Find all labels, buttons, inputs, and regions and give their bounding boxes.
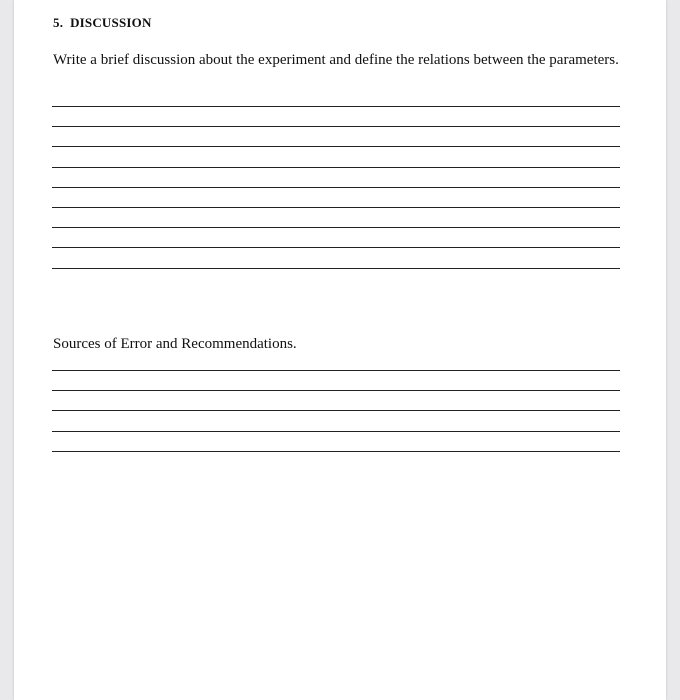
- section-number: 5.: [53, 15, 64, 30]
- answer-line[interactable]: [52, 390, 620, 391]
- answer-line[interactable]: [52, 451, 620, 452]
- answer-line[interactable]: [52, 126, 620, 127]
- answer-line[interactable]: [52, 227, 620, 228]
- worksheet-page: [14, 0, 666, 700]
- answer-line[interactable]: [52, 268, 620, 269]
- answer-line[interactable]: [52, 146, 620, 147]
- section-heading: [53, 15, 152, 31]
- errors-prompt: Sources of Error and Recommendations.: [53, 336, 297, 352]
- answer-line[interactable]: [52, 106, 620, 107]
- discussion-prompt: Write a brief discussion about the experiment and define the relations between the parameters.: [53, 52, 619, 68]
- answer-line[interactable]: [52, 370, 620, 371]
- answer-line[interactable]: [52, 431, 620, 432]
- answer-line[interactable]: [52, 167, 620, 168]
- answer-line[interactable]: [52, 410, 620, 411]
- answer-line[interactable]: [52, 247, 620, 248]
- answer-line[interactable]: [52, 187, 620, 188]
- section-title: DISCUSSION: [70, 15, 152, 30]
- answer-line[interactable]: [52, 207, 620, 208]
